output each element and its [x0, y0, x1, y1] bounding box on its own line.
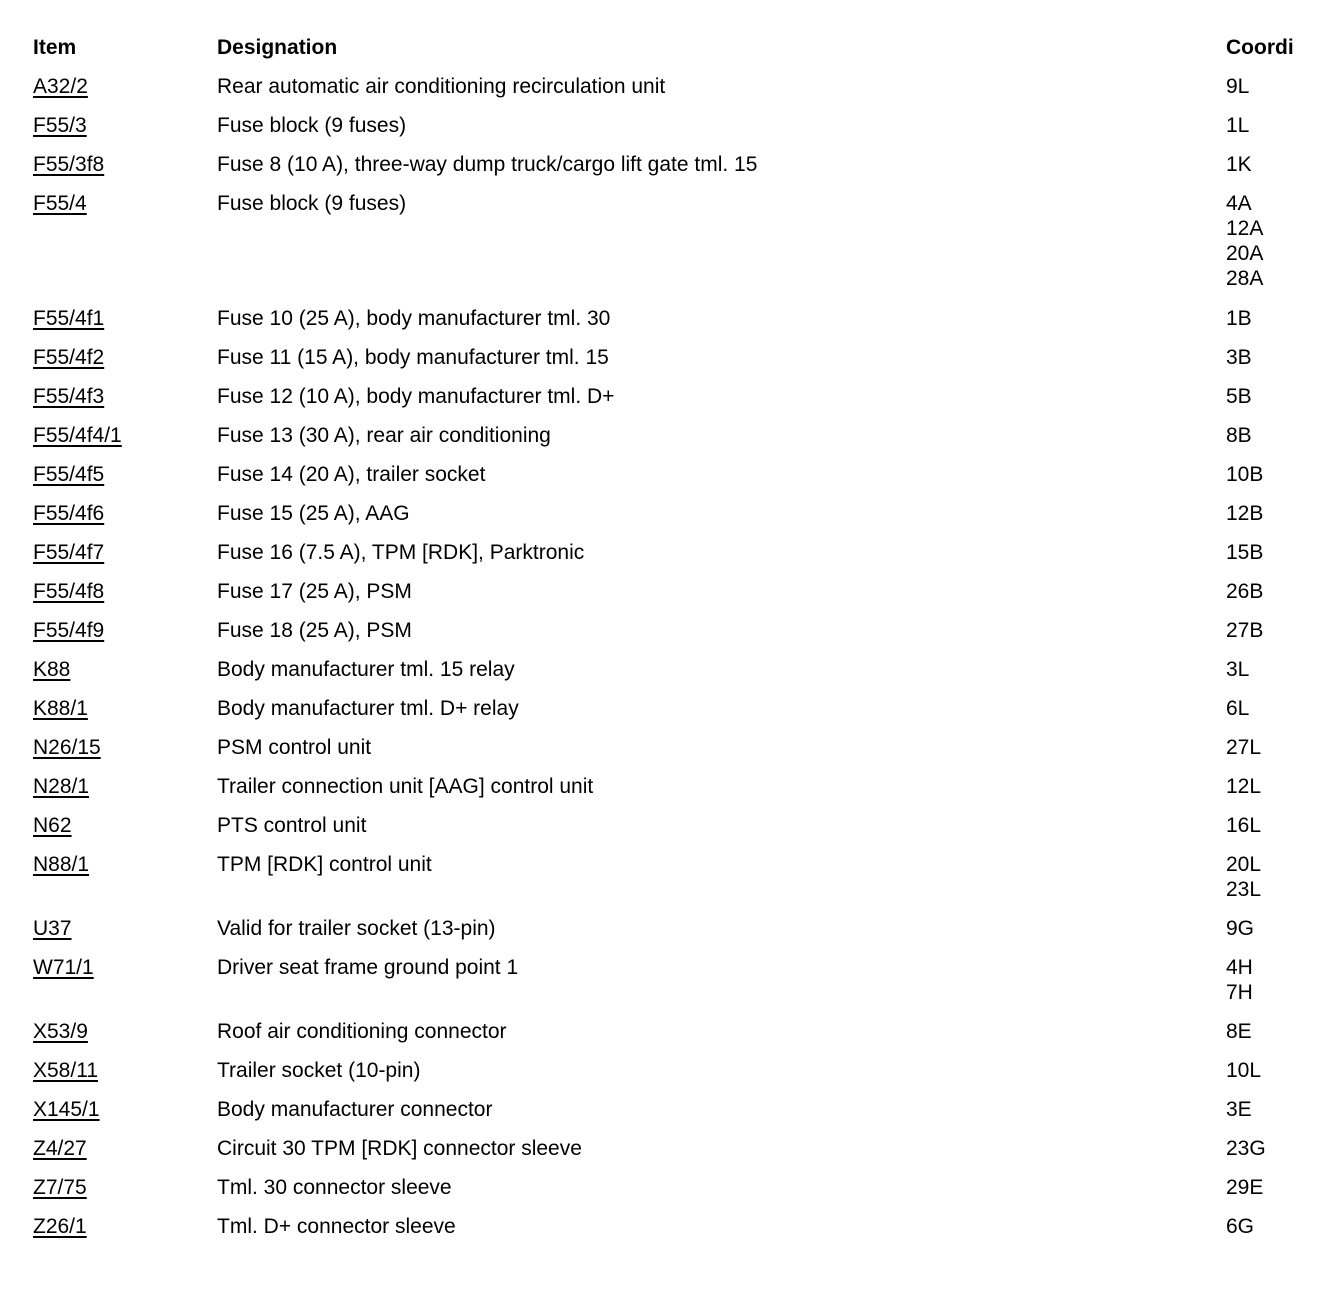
- table-row: [0, 955, 1344, 1019]
- coordinates-cell: [1226, 657, 1249, 682]
- designation-cell: PSM control unit: [217, 736, 372, 759]
- table-row: [0, 1214, 1344, 1253]
- item-link[interactable]: F55/4f7: [33, 541, 105, 564]
- coordinate-value: 15B: [1226, 541, 1264, 564]
- designation-cell: Tml. D+ connector sleeve: [217, 1215, 456, 1238]
- item-link[interactable]: F55/4f6: [33, 502, 105, 525]
- table-row: [0, 696, 1344, 735]
- table-row: [0, 618, 1344, 657]
- item-link[interactable]: N28/1: [33, 775, 90, 798]
- coordinate-value: 29E: [1226, 1176, 1264, 1199]
- item-link[interactable]: N88/1: [33, 853, 90, 876]
- table-row: [0, 1097, 1344, 1136]
- item-link[interactable]: Z26/1: [33, 1215, 87, 1238]
- designation-cell: Fuse 14 (20 A), trailer socket: [217, 463, 486, 486]
- table-row: [0, 735, 1344, 774]
- coordinate-value: 27L: [1226, 736, 1262, 759]
- designation-cell: Fuse 8 (10 A), three-way dump truck/cargo lift gate tml. 15: [217, 153, 758, 176]
- coordinate-value: 6G: [1226, 1215, 1255, 1238]
- table-row: [0, 152, 1344, 191]
- coordinates-cell: [1226, 852, 1261, 902]
- coordinate-value: 10B: [1226, 463, 1264, 486]
- item-link[interactable]: F55/4f9: [33, 619, 105, 642]
- designation-cell: Valid for trailer socket (13-pin): [217, 917, 496, 940]
- item-link[interactable]: N26/15: [33, 736, 101, 759]
- coordinate-value: 1K: [1226, 153, 1252, 176]
- coordinates-cell: [1226, 696, 1249, 721]
- designation-cell: Fuse 12 (10 A), body manufacturer tml. D+: [217, 385, 615, 408]
- item-link[interactable]: A32/2: [33, 75, 88, 98]
- item-link[interactable]: F55/4: [33, 192, 87, 215]
- coordinates-cell: [1226, 1019, 1252, 1044]
- coordinate-value: 10L: [1226, 1059, 1262, 1082]
- coordinates-cell: [1226, 345, 1252, 370]
- item-link[interactable]: K88/1: [33, 697, 88, 720]
- item-link[interactable]: K88: [33, 658, 71, 681]
- designation-cell: Fuse block (9 fuses): [217, 192, 407, 215]
- table-row: [0, 306, 1344, 345]
- table-header-row: [0, 35, 1344, 74]
- designation-cell: Roof air conditioning connector: [217, 1020, 507, 1043]
- designation-cell: Trailer connection unit [AAG] control unit: [217, 775, 594, 798]
- coordinate-value: 3B: [1226, 346, 1252, 369]
- header-coordinates: Coordi: [1226, 36, 1294, 59]
- coordinate-value: 6L: [1226, 697, 1250, 720]
- item-link[interactable]: W71/1: [33, 956, 94, 979]
- coordinates-cell: [1226, 735, 1261, 760]
- designation-cell: Fuse 16 (7.5 A), TPM [RDK], Parktronic: [217, 541, 585, 564]
- header-designation: Designation: [217, 36, 338, 59]
- coordinates-cell: [1226, 462, 1263, 487]
- designation-cell: Circuit 30 TPM [RDK] connector sleeve: [217, 1137, 582, 1160]
- coordinates-cell: [1226, 74, 1249, 99]
- coordinates-cell: [1226, 191, 1263, 291]
- coordinate-value: 3E: [1226, 1098, 1252, 1121]
- coordinate-value: 9L: [1226, 75, 1250, 98]
- table-row: [0, 852, 1344, 916]
- designation-cell: Fuse 17 (25 A), PSM: [217, 580, 412, 603]
- item-link[interactable]: F55/4f3: [33, 385, 105, 408]
- coordinate-value: 8B: [1226, 424, 1252, 447]
- coordinates-cell: [1226, 384, 1252, 409]
- coordinate-value: 12L: [1226, 775, 1262, 798]
- coordinates-cell: [1226, 501, 1263, 526]
- coordinate-value: 28A: [1226, 267, 1264, 290]
- coordinates-cell: [1226, 955, 1253, 1005]
- item-link[interactable]: X145/1: [33, 1098, 100, 1121]
- designation-cell: Driver seat frame ground point 1: [217, 956, 519, 979]
- coordinates-cell: [1226, 916, 1254, 941]
- table-row: [0, 1019, 1344, 1058]
- coordinate-value: 23L: [1226, 878, 1262, 901]
- designation-cell: Tml. 30 connector sleeve: [217, 1176, 452, 1199]
- coordinate-value: 12A: [1226, 217, 1264, 240]
- table-row: [0, 774, 1344, 813]
- table-row: [0, 1136, 1344, 1175]
- coordinate-value: 20A: [1226, 242, 1264, 265]
- coordinates-cell: [1226, 152, 1252, 177]
- coordinates-cell: [1226, 1058, 1261, 1083]
- item-link[interactable]: F55/3f8: [33, 153, 105, 176]
- coordinates-cell: [1226, 1175, 1263, 1200]
- item-link[interactable]: F55/4f4/1: [33, 424, 122, 447]
- item-link[interactable]: F55/4f8: [33, 580, 105, 603]
- item-link[interactable]: F55/4f2: [33, 346, 105, 369]
- coordinates-cell: [1226, 540, 1263, 565]
- coordinate-value: 7H: [1226, 981, 1253, 1004]
- designation-cell: Fuse block (9 fuses): [217, 114, 407, 137]
- designation-cell: Body manufacturer connector: [217, 1098, 493, 1121]
- table-row: [0, 579, 1344, 618]
- coordinates-cell: [1226, 813, 1261, 838]
- coordinate-value: 1B: [1226, 307, 1252, 330]
- coordinates-cell: [1226, 1136, 1266, 1161]
- coordinate-value: 1L: [1226, 114, 1250, 137]
- designation-cell: PTS control unit: [217, 814, 367, 837]
- table-row: [0, 74, 1344, 113]
- coordinate-value: 4H: [1226, 956, 1253, 979]
- designation-cell: Body manufacturer tml. 15 relay: [217, 658, 515, 681]
- header-item: Item: [33, 36, 77, 59]
- table-row: [0, 540, 1344, 579]
- coordinates-cell: [1226, 423, 1252, 448]
- coordinate-value: 5B: [1226, 385, 1252, 408]
- coordinate-value: 9G: [1226, 917, 1255, 940]
- coordinates-cell: [1226, 618, 1263, 643]
- table-row: [0, 423, 1344, 462]
- table-row: [0, 813, 1344, 852]
- coordinate-value: 16L: [1226, 814, 1262, 837]
- table-row: [0, 345, 1344, 384]
- designation-cell: Fuse 15 (25 A), AAG: [217, 502, 410, 525]
- table-row: [0, 384, 1344, 423]
- table-row: [0, 1058, 1344, 1097]
- table-row: [0, 113, 1344, 152]
- coordinate-value: 8E: [1226, 1020, 1252, 1043]
- item-link[interactable]: X58/11: [33, 1059, 98, 1082]
- item-link[interactable]: F55/3: [33, 114, 87, 137]
- table-row: [0, 657, 1344, 696]
- designation-cell: Fuse 11 (15 A), body manufacturer tml. 15: [217, 346, 609, 369]
- table-body: [0, 74, 1344, 1253]
- coordinate-value: 23G: [1226, 1137, 1266, 1160]
- table-row: [0, 462, 1344, 501]
- table-row: [0, 1175, 1344, 1214]
- coordinates-cell: [1226, 306, 1252, 331]
- item-link[interactable]: N62: [33, 814, 72, 837]
- coordinates-cell: [1226, 113, 1249, 138]
- coordinate-value: 27B: [1226, 619, 1264, 642]
- coordinates-cell: [1226, 579, 1263, 604]
- designation-cell: TPM [RDK] control unit: [217, 853, 432, 876]
- table-row: [0, 191, 1344, 306]
- coordinates-cell: [1226, 774, 1261, 799]
- coordinate-value: 3L: [1226, 658, 1250, 681]
- coordinate-value: 26B: [1226, 580, 1264, 603]
- coordinates-cell: [1226, 1214, 1254, 1239]
- designation-cell: Body manufacturer tml. D+ relay: [217, 697, 519, 720]
- item-link[interactable]: Z7/75: [33, 1176, 87, 1199]
- item-link[interactable]: F55/4f1: [33, 307, 105, 330]
- item-link[interactable]: Z4/27: [33, 1137, 87, 1160]
- table-row: [0, 916, 1344, 955]
- table-row: [0, 501, 1344, 540]
- designation-cell: Fuse 10 (25 A), body manufacturer tml. 30: [217, 307, 611, 330]
- item-link[interactable]: F55/4f5: [33, 463, 105, 486]
- coordinates-cell: [1226, 1097, 1252, 1122]
- coordinate-value: 20L: [1226, 853, 1262, 876]
- coordinate-value: 12B: [1226, 502, 1264, 525]
- designation-cell: Fuse 18 (25 A), PSM: [217, 619, 412, 642]
- coordinate-value: 4A: [1226, 192, 1252, 215]
- item-link[interactable]: X53/9: [33, 1020, 88, 1043]
- item-link[interactable]: U37: [33, 917, 72, 940]
- designation-cell: Trailer socket (10-pin): [217, 1059, 421, 1082]
- designation-cell: Rear automatic air conditioning recirculation unit: [217, 75, 666, 98]
- designation-cell: Fuse 13 (30 A), rear air conditioning: [217, 424, 551, 447]
